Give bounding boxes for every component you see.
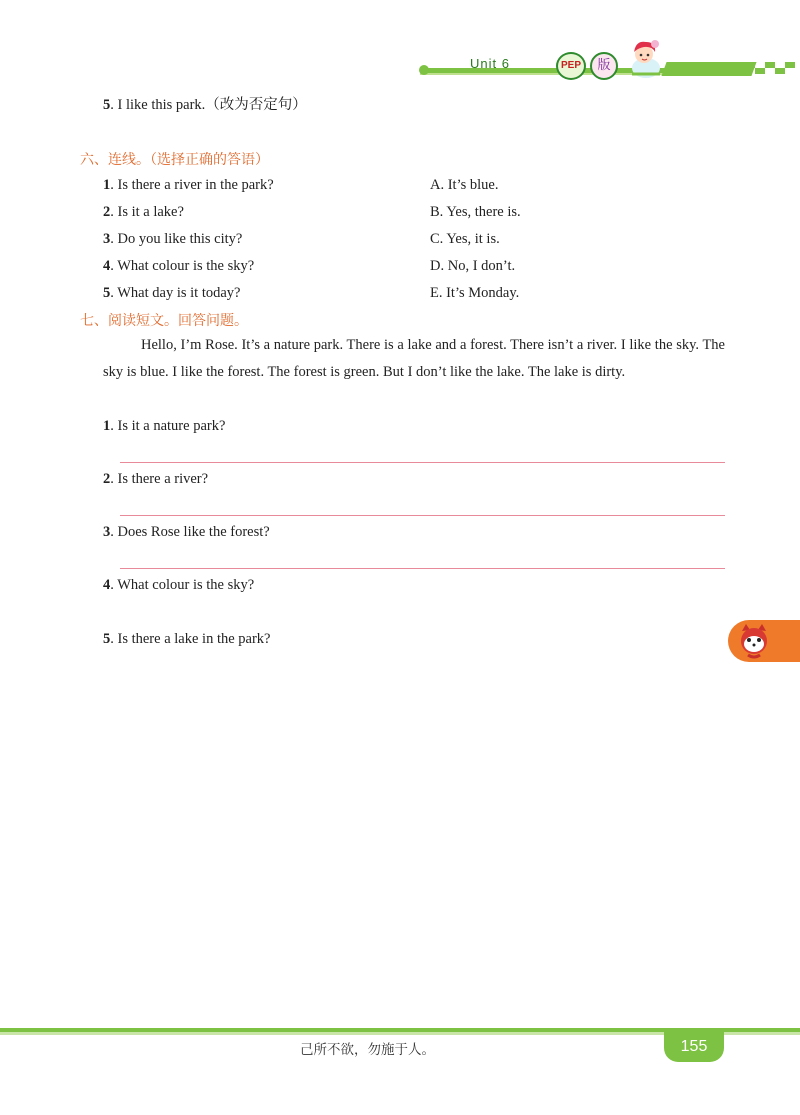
item-text: Is there a river? bbox=[117, 471, 209, 487]
item-number: 3 bbox=[103, 231, 111, 247]
rewrite-item: 5. I like this park.（改为否定句） bbox=[103, 97, 307, 113]
item-text: Is there a lake in the park? bbox=[117, 631, 271, 647]
unit-label: Unit 6 bbox=[470, 56, 510, 71]
matching-question: 5. What day is it today? bbox=[103, 285, 241, 301]
matching-question: 1. Is there a river in the park? bbox=[103, 177, 274, 193]
item-number: 1 bbox=[103, 177, 111, 193]
reading-question: 1. Is it a nature park? bbox=[103, 418, 226, 434]
matching-answer: D. No, I don’t. bbox=[430, 258, 516, 274]
reading-question: 2. Is there a river? bbox=[103, 471, 209, 487]
matching-answer: A. It’s blue. bbox=[430, 177, 499, 193]
item-text: What colour is the sky? bbox=[117, 258, 255, 274]
item-text: Is it a nature park? bbox=[117, 418, 226, 434]
page-number: 155 bbox=[664, 1032, 724, 1062]
item-text: I like this park.（改为否定句） bbox=[117, 97, 307, 113]
reading-passage bbox=[103, 332, 725, 385]
item-text: What day is it today? bbox=[117, 285, 241, 301]
item-number: 5 bbox=[103, 285, 111, 301]
item-text: Does Rose like the forest? bbox=[117, 524, 270, 540]
reading-question: 3. Does Rose like the forest? bbox=[103, 524, 270, 540]
item-text: What colour is the sky? bbox=[117, 577, 255, 593]
cat-mascot-icon bbox=[734, 621, 774, 661]
section-6-title: 六、连线。（选择正确的答语） bbox=[80, 152, 269, 168]
item-number: 2 bbox=[103, 471, 111, 487]
answer-line[interactable] bbox=[120, 462, 725, 463]
item-text: Do you like this city? bbox=[117, 231, 243, 247]
girl-mascot-icon bbox=[622, 38, 670, 82]
item-number: 2 bbox=[103, 204, 111, 220]
item-number: 4 bbox=[103, 258, 111, 274]
answer-line[interactable] bbox=[120, 515, 725, 516]
reading-question: 5. Is there a lake in the park? bbox=[103, 631, 271, 647]
item-text: Is there a river in the park? bbox=[117, 177, 274, 193]
matching-answer: E. It’s Monday. bbox=[430, 285, 520, 301]
matching-question: 4. What colour is the sky? bbox=[103, 258, 255, 274]
passage-text: Hello, I’m Rose. It’s a nature park. There is a lake and a forest. There isn’t a river. I like the sky. The sky is blue. I like the forest. The forest is green. But I don’t like the lake. The lake is dirty. bbox=[103, 337, 725, 380]
edition-badge: 版 bbox=[590, 52, 618, 80]
item-number: 4 bbox=[103, 577, 111, 593]
side-tab bbox=[728, 620, 800, 662]
answer-line[interactable] bbox=[120, 568, 725, 569]
pep-badge: PEP bbox=[556, 52, 586, 80]
item-number: 3 bbox=[103, 524, 111, 540]
header-band bbox=[0, 58, 800, 88]
matching-question: 3. Do you like this city? bbox=[103, 231, 243, 247]
matching-question: 2. Is it a lake? bbox=[103, 204, 184, 220]
item-text: Is it a lake? bbox=[117, 204, 184, 220]
matching-answer: B. Yes, there is. bbox=[430, 204, 521, 220]
reading-question: 4. What colour is the sky? bbox=[103, 577, 255, 593]
matching-answer: C. Yes, it is. bbox=[430, 231, 500, 247]
item-number: 1 bbox=[103, 418, 111, 434]
footer-quote: 己所不欲，勿施于人。 bbox=[300, 1042, 435, 1058]
item-number: 5 bbox=[103, 631, 111, 647]
item-number: 5 bbox=[103, 97, 111, 113]
section-7-title: 七、阅读短文。回答问题。 bbox=[80, 313, 248, 329]
